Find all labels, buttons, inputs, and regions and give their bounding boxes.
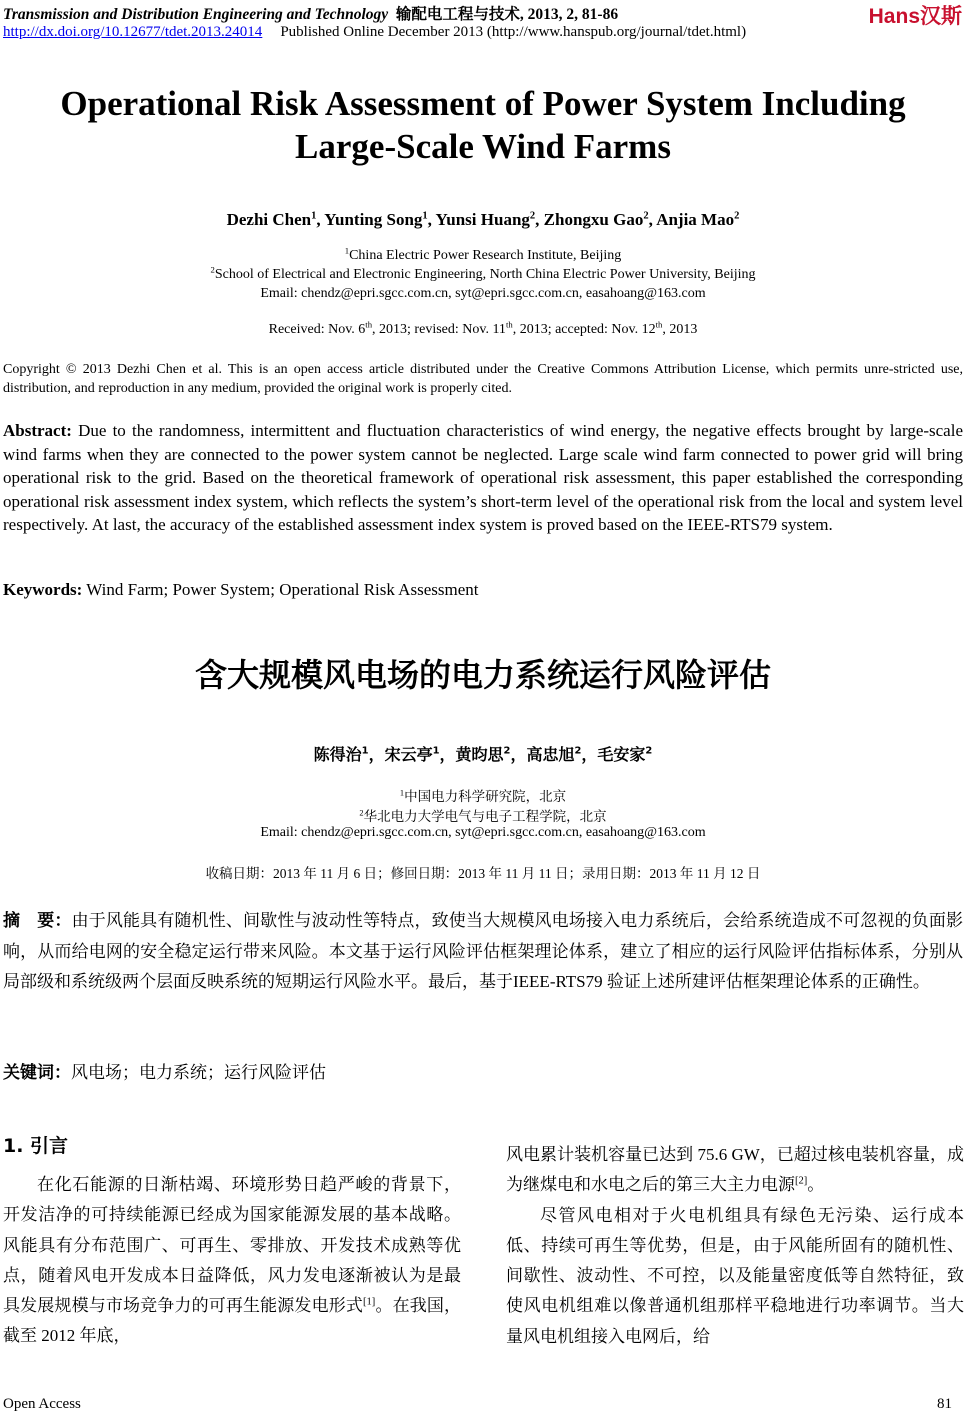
affil-text: 华北电力大学电气与电子工程学院，北京 xyxy=(363,809,607,824)
footer-open-access: Open Access xyxy=(3,1396,81,1412)
keywords-label-cn: 关键词： xyxy=(3,1063,71,1083)
date-text: Received: Nov. 6 xyxy=(268,322,366,337)
email-line-cn: Email: chendz@epri.sgcc.com.cn, syt@epri.sgcc.com.cn, easahoang@163.com xyxy=(260,825,706,840)
page-number: 81 xyxy=(937,1396,952,1412)
author-name: 毛安家 xyxy=(597,745,646,764)
author-affil-sup: 1 xyxy=(432,745,440,757)
published-online: Published Online December 2013 (http://www.hanspub.org/journal/tdet.html) xyxy=(280,24,747,40)
author-list-en xyxy=(0,210,966,230)
email-line-en: Email: chendz@epri.sgcc.com.cn, syt@epri.sgcc.com.cn, easahoang@163.com xyxy=(260,286,706,301)
section-heading: 1. 引言 xyxy=(3,1135,69,1157)
citation-ref: [1] xyxy=(363,1296,376,1308)
keywords-text: Wind Farm; Power System; Operational Risk Assessment xyxy=(86,580,479,599)
affil-sup: 2 xyxy=(210,264,215,275)
ordinal-sup: th xyxy=(365,319,373,330)
abstract-cn xyxy=(3,906,963,998)
abstract-text: Due to the randomness, intermittent and fluctuation characteristics of wind energy, the negative effects brought by large-scale wind farms when they are connected to the power system cannot be neglected. Large scale wind farm connected to power grid will bring operational risk to the grid. Based on the theoretical framework of operational risk assessment, this paper established the corresponding operational risk assessment index system, which reflects the system’s short-term level of the operational risk from the local and system level respectively. At last, the accuracy of the established assessment index system is proved based on the IEEE-RTS79 system. xyxy=(3,421,964,534)
author-separator: , xyxy=(648,210,657,229)
keywords-label: Keywords: xyxy=(3,580,83,599)
date-text: , 2013 xyxy=(662,322,698,337)
affil-text: School of Electrical and Electronic Engineering, North China Electric Power University, Beijing xyxy=(214,267,756,282)
received-dates-cn: 收稿日期：2013 年 11 月 6 日；修回日期：2013 年 11 月 11 日；录用日期：2013 年 11 月 12 日 xyxy=(205,866,761,881)
author-affil-sup: 2 xyxy=(645,745,653,757)
affil-sup: 1 xyxy=(344,245,350,256)
doi-link[interactable]: http://dx.doi.org/10.12677/tdet.2013.24014 xyxy=(3,24,263,40)
citation-ref: [2] xyxy=(795,1175,808,1187)
author-affil-sup: 1 xyxy=(361,745,369,757)
author-affil-sup: 1 xyxy=(422,210,428,222)
author-name: Yunsi Huang xyxy=(435,210,530,229)
author-list-cn xyxy=(0,742,966,765)
author-name: Dezhi Chen xyxy=(226,210,312,229)
author-separator: ， xyxy=(439,745,456,764)
affil-text: 中国电力科学研究院，北京 xyxy=(404,789,567,804)
author-affil-sup: 2 xyxy=(734,210,740,222)
paragraph-text: 风电累计装机容量已达到 75.6 GW，已超过核电装机容量，成为继煤电和水电之后的第三大主力电源 xyxy=(506,1145,964,1195)
paragraph-text: 。 xyxy=(807,1175,825,1195)
paper-title-cn: 含大规模风电场的电力系统运行风险评估 xyxy=(194,656,771,694)
author-name: 黄昀思 xyxy=(455,745,504,764)
keywords-text-cn: 风电场；电力系统；运行风险评估 xyxy=(71,1063,326,1082)
ordinal-sup: th xyxy=(505,319,513,330)
abstract-label: Abstract: xyxy=(3,421,72,440)
body-paragraph: 尽管风电相对于火电机组具有绿色无污染、运行成本低、持续可再生等优势，但是，由于风能所固有的随机性、间歇性、波动性、不可控，以及能量密度低等自然特征，致使风电机组难以像普通机组那样平稳地进行功率调节。当大量风电机组接入电网后，给 xyxy=(506,1205,964,1346)
abstract-en xyxy=(3,419,963,537)
received-dates xyxy=(0,319,966,338)
copyright-notice: Copyright © 2013 Dezhi Chen et al. This is an open access article distributed under the Creative Commons Attribution License, which permits unre-stricted use, distribution, and reproduction in any medium, provided the original work is properly cited. xyxy=(3,362,963,396)
doi-line xyxy=(3,24,746,41)
publisher-logo: Hans汉斯 xyxy=(868,5,962,28)
keywords-cn xyxy=(3,1058,326,1083)
affiliation-1-cn xyxy=(0,785,966,805)
author-separator: , xyxy=(316,210,325,229)
affiliation-2-en xyxy=(0,264,966,283)
author-name: Anjia Mao xyxy=(656,210,735,229)
author-affil-sup: 1 xyxy=(311,210,317,222)
abstract-text-cn: 由于风能具有随机性、间歇性与波动性等特点，致使当大规模风电场接入电力系统后，会给系统造成不可忽视的负面影响，从而给电网的安全稳定运行带来风险。本文基于运行风险评估框架理论体系，建立了相应的运行风险评估指标体系，分别从局部级和系统级两个层面反映系统的短期运行风险水平。最后，基于IEEE-RTS79 验证上述所建评估框架理论体系的正确性。 xyxy=(3,911,964,991)
author-name: Zhongxu Gao xyxy=(543,210,644,229)
affil-text: China Electric Power Research Institute, Beijing xyxy=(349,248,622,263)
author-affil-sup: 2 xyxy=(643,210,649,222)
author-separator: , xyxy=(427,210,436,229)
journal-name-en: Transmission and Distribution Engineering and Technology xyxy=(3,6,389,23)
author-affil-sup: 2 xyxy=(529,210,536,222)
journal-name-cn: 输配电工程与技术, 2013, 2, 81-86 xyxy=(395,6,619,23)
author-separator: ， xyxy=(368,745,385,764)
author-separator: ， xyxy=(510,745,527,764)
body-column-right xyxy=(506,1140,964,1352)
affiliation-2-cn xyxy=(0,805,966,825)
body-column-left xyxy=(3,1130,461,1352)
paragraph-text: 在化石能源的日渐枯竭、环境形势日趋严峻的背景下，开发洁净的可持续能源已经成为国家能源发展的基本战略。风能具有分布范围广、可再生、零排放、开发技术成熟等优点，随着风电开发成本日益降低，风力发电逐渐被认为是最具发展规模与市场竞争力的可再生能源发电形式 xyxy=(3,1175,461,1316)
author-separator: ， xyxy=(581,745,598,764)
title-line-1: Operational Risk Assessment of Power System Including xyxy=(60,84,906,123)
journal-header xyxy=(3,2,618,24)
author-separator: , xyxy=(535,210,544,229)
abstract-label-cn: 摘 要： xyxy=(3,911,72,931)
affiliation-1-en xyxy=(0,245,966,264)
date-text: , 2013; revised: Nov. 11 xyxy=(372,322,506,337)
ordinal-sup: th xyxy=(655,319,663,330)
author-affil-sup: 2 xyxy=(574,745,582,757)
author-name: 陈得治 xyxy=(313,745,362,764)
affil-sup: 1 xyxy=(399,788,405,798)
author-name: 宋云亭 xyxy=(384,745,433,764)
author-name: Yunting Song xyxy=(324,210,423,229)
date-text: , 2013; accepted: Nov. 12 xyxy=(512,322,656,337)
author-name: 高忠旭 xyxy=(526,745,575,764)
author-affil-sup: 2 xyxy=(503,745,511,757)
keywords-en xyxy=(3,580,478,600)
body-paragraph xyxy=(506,1140,964,1201)
body-paragraph xyxy=(3,1170,461,1352)
paragraph-text: 。在我国，截至 2012 年底， xyxy=(3,1296,462,1346)
paper-title-en xyxy=(0,82,966,168)
title-line-2: Large-Scale Wind Farms xyxy=(295,127,671,166)
affil-sup: 2 xyxy=(359,808,364,818)
